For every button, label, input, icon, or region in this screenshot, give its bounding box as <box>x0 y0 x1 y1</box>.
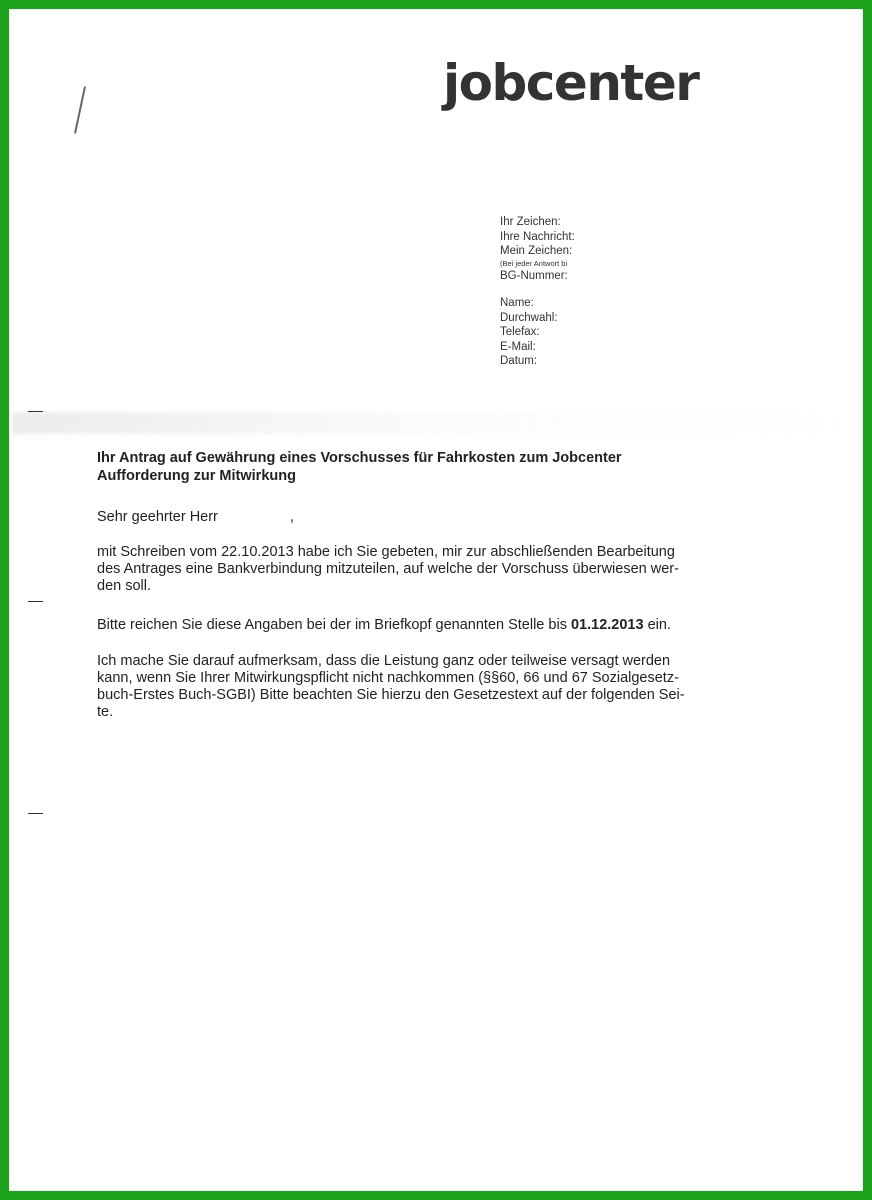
punch-mark <box>28 601 43 602</box>
paragraph-3-line-2: kann, wenn Sie Ihrer Mitwirkungspflicht nicht nachkommen (§§60, 66 und 67 Sozialgesetz- <box>97 670 679 686</box>
salutation-text: Sehr geehrter Herr <box>97 509 218 525</box>
paragraph-3 <box>97 653 747 721</box>
paragraph-3-line-4: te. <box>97 704 114 720</box>
paragraph-1-line-3: den soll. <box>97 578 152 594</box>
ihre-nachricht-label: Ihre Nachricht: <box>500 230 575 243</box>
paragraph-3-line-3: buch-Erstes Buch-SGBI) Bitte beachten Sie hierzu den Gesetzestext auf der folgenden Sei- <box>97 687 685 703</box>
ihr-zeichen-label: Ihr Zeichen: <box>500 216 561 228</box>
fold-mark-bottom <box>28 813 43 814</box>
deadline-date: 01.12.2013 <box>570 617 644 633</box>
durchwahl-label: Durchwahl: <box>500 311 558 324</box>
name-label: Name: <box>500 297 534 309</box>
paragraph-1-line-1: mit Schreiben vom 22.10.2013 habe ich Sie gebeten, mir zur abschließenden Bearbeitung <box>97 544 675 560</box>
reference-note: (Bei jeder Antwort bi <box>500 258 568 268</box>
paragraph-1 <box>97 544 747 595</box>
bg-nummer-label: BG-Nummer: <box>500 269 568 282</box>
paragraph-3-line-1: Ich mache Sie darauf aufmerksam, dass die Leistung ganz oder teilweise versagt werden <box>97 653 671 669</box>
salutation-comma: , <box>289 509 294 525</box>
email-label: E-Mail: <box>500 340 536 353</box>
subject-heading <box>97 449 622 485</box>
datum-label: Datum: <box>500 355 538 367</box>
paragraph-2-after: ein. <box>643 617 671 633</box>
scan-smudge <box>12 412 852 434</box>
subject-line-2: Aufforderung zur Mitwirkung <box>97 468 296 484</box>
subject-line-1: Ihr Antrag auf Gewährung eines Vorschusses für Fahrkosten zum Jobcenter <box>97 450 622 466</box>
reference-block <box>500 215 580 369</box>
paragraph-1-line-2: des Antrages eine Bankverbindung mitzuteilen, auf welche der Vorschuss überwiesen wer- <box>97 561 679 577</box>
telefax-label: Telefax: <box>500 326 540 338</box>
letter-page <box>9 9 863 1191</box>
fold-mark-top <box>28 411 43 412</box>
mein-zeichen-label: Mein Zeichen: <box>500 245 573 257</box>
paragraph-2-before: Bitte reichen Sie diese Angaben bei der im Briefkopf genannten Stelle bis <box>97 617 571 633</box>
paragraph-2 <box>97 617 747 634</box>
jobcenter-logo: jobcenter <box>443 54 699 112</box>
salutation <box>97 509 747 526</box>
